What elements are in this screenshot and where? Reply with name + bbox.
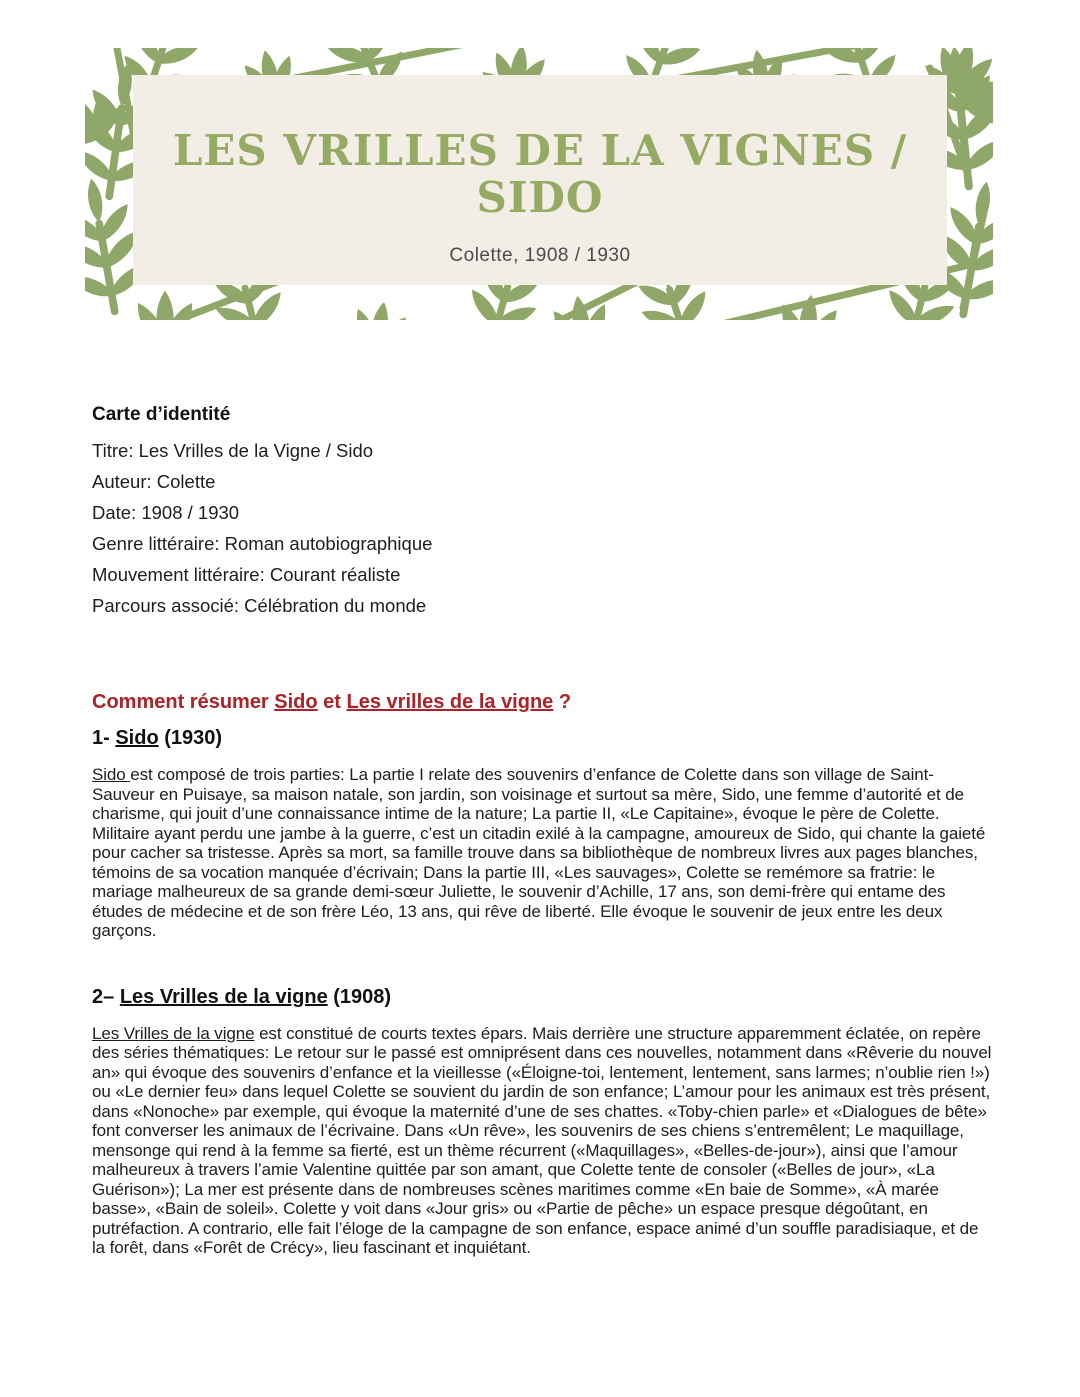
book-title-line-2: SIDO	[476, 173, 604, 222]
section-title-underlined: Les Vrilles de la vigne	[119, 985, 328, 1008]
sido-summary-paragraph	[92, 765, 992, 941]
book-subtitle: Colette, 1908 / 1930	[449, 245, 631, 266]
book-title-line-1: LES VRILLES DE LA VIGNES /	[172, 126, 908, 175]
section-number: 1-	[92, 727, 116, 749]
identity-item-genre: Genre littéraire: Roman autobiographique	[92, 533, 433, 554]
section-year: (1908)	[327, 985, 392, 1008]
paragraph-lead-underlined: Les Vrilles de la vigne	[92, 1023, 255, 1043]
identity-item-title: Titre: Les Vrilles de la Vigne / Sido	[92, 440, 374, 461]
section-year: (1930)	[158, 727, 223, 749]
paragraph-body: est composé de trois parties: La partie I relate des souvenirs d’enfance de Colette dans son village de Saint-Sauveur en Puisaye, sa maison natale, son jardin, son voisinage et surtout sa mère, Sido, une femme d’autorité et de charisme, qui jouit d’une connaissance intime de la nature; La partie II, «Le Capitaine», évoque le père de Colette. Militaire ayant perdu une jambe à la guerre, c’est un citadin exilé à la campagne, amoureux de Sido, qui chante la gaieté pour cacher sa tristesse. Après sa mort, sa famille trouve dans sa bibliothèque de nombreux livres aux pages blanches, témoins de sa vocation manquée d’écrivain; Dans la partie III, «Les sauvages», Colette se remémore sa fratrie: le mariage malheureux de sa grande demi-sœur Juliette, le souvenir d’Achille, 17 ans, son demi-frère qui entame des études de médecine et de son frère Léo, 13 ans, qui rêve de liberté. Elle évoque le souvenir de jeux entre les deux garçons.	[92, 765, 986, 940]
identity-card-heading: Carte d’identité	[92, 404, 231, 425]
title-banner	[85, 48, 993, 320]
heading-underlined-vrilles: Les vrilles de la vigne	[346, 691, 554, 713]
vrilles-summary-paragraph	[92, 1024, 992, 1258]
heading-text: ?	[553, 691, 572, 713]
heading-underlined-sido: Sido	[274, 691, 318, 713]
identity-item-date: Date: 1908 / 1930	[92, 502, 240, 523]
identity-item-author: Auteur: Colette	[92, 471, 216, 492]
identity-item-movement: Mouvement littéraire: Courant réaliste	[92, 564, 401, 585]
heading-text: et	[317, 691, 347, 713]
paragraph-lead-underlined: Sido	[92, 765, 131, 784]
section-2-heading	[92, 986, 992, 1009]
section-title-underlined: Sido	[115, 727, 159, 749]
summary-question-heading	[92, 691, 992, 714]
document-content	[92, 404, 992, 1258]
title-card	[133, 75, 947, 285]
heading-text: Comment résumer	[92, 691, 275, 713]
section-1-heading	[92, 727, 992, 750]
section-number: 2–	[92, 985, 120, 1008]
paragraph-body: est constitué de courts textes épars. Mais derrière une structure apparemment éclatée, on repère des séries thématiques: Le retour sur le passé est omniprésent dans ces nouvelles, notamment dans «Rêverie du nouvel an» qui évoque des souvenirs d’enfance et la vieillesse («Éloigne-toi, lentement, lentement, sans larmes; n’oublie rien !») ou «Le dernier feu» dans lequel Colette se souvient du jardin de son enfance; L’amour pour les animaux est très présent, dans «Nonoche» par exemple, qui évoque la maternité d’une de ses chattes. «Toby-chien parle» et «Dialogues de bête» font converser les animaux de l’écrivaine. Dans «Un rêve», les souvenirs de ses chiens s’entremêlent; Le maquillage, mensonge qui rend à la femme sa fierté, est un thème récurrent («Maquillages», «Belles-de-jour»), ainsi que l’amour malheureux à travers l’amie Valentine quittée par son amant, que Colette tente de consoler («Belles de jour», «La Guérison»); La mer est présente dans de nombreuses scènes maritimes comme «En baie de Somme», «À marée basse», «Bain de soleil». Colette y voit dans «Jour gris» ou «Partie de pêche» un espace presque dégoûtant, en putréfaction. A contrario, elle fait l’éloge de la campagne de son enfance, espace animé d’un souffle paradisiaque, et de la forêt, dans «Forêt de Crécy», lieu fascinant et inquiétant.	[92, 1023, 992, 1257]
identity-item-parcours: Parcours associé: Célébration du monde	[92, 595, 427, 616]
